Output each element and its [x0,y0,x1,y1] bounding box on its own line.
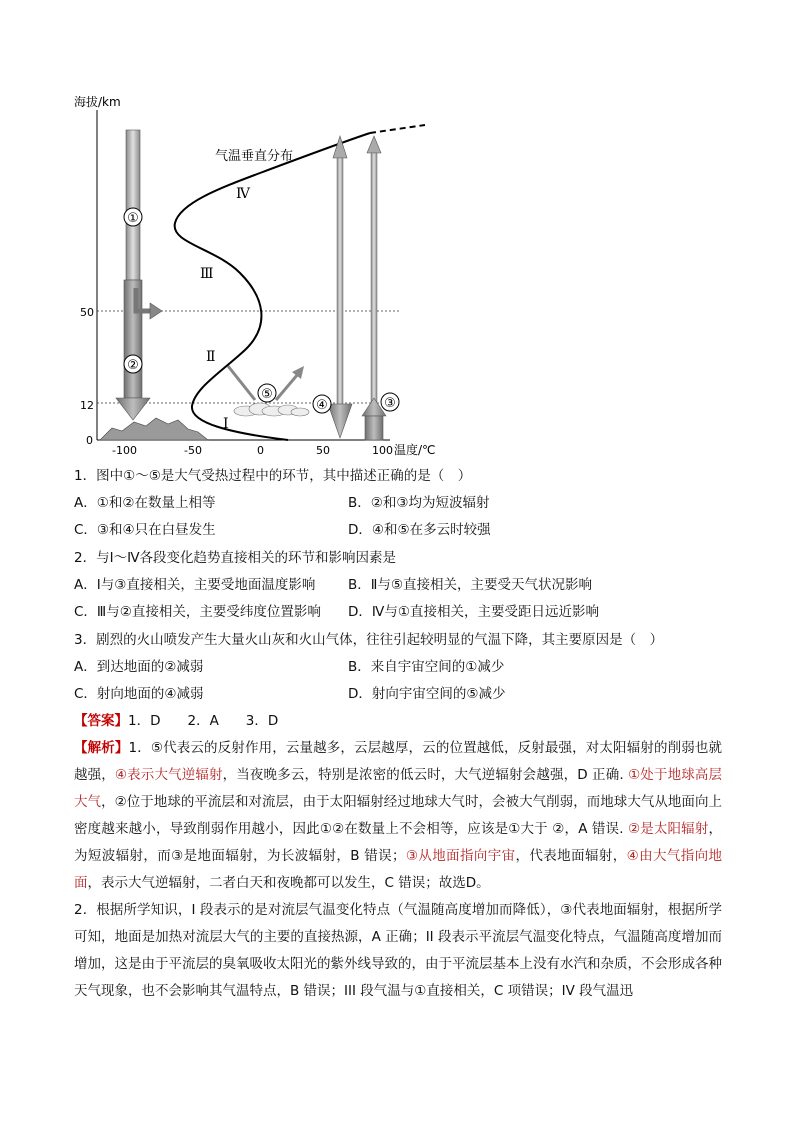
temperature-curve-dashed [370,125,425,133]
arrow-3-shaft [371,153,377,415]
y-tick-0: 0 [86,434,93,447]
arrow-4-shaft [337,158,343,404]
question-1-stem: 1．图中①～⑤是大气受热过程中的环节，其中描述正确的是（ ） [74,468,472,484]
question-3-stem: 3．剧烈的火山喷发产生大量火山灰和火山气体，往往引起较明显的气温下降，其主要原因是（ ） [74,632,664,648]
analysis-p1-segment: ，当夜晚多云，特别是浓密的低云时，大气逆辐射会越强，D 正确. [222,767,629,783]
analysis-block [74,735,722,1005]
analysis-p1-segment: ，代表地面辐射， [515,848,627,864]
answer-tag: 【答案】 [74,713,128,729]
layer-label-iii: Ⅲ [200,266,214,282]
analysis-p1-segment: ④表示大气逆辐射 [114,767,223,783]
arrow-4-tophead [333,136,347,158]
analysis-p1-segment: ，为短波辐射，而③是地面辐射，为长波辐射，B 错误； [74,821,723,864]
arrow-side-branch [136,288,152,311]
y-axis-label: 海拔/km [74,95,121,109]
reflection-out-line [276,374,298,400]
arrow-3-tophead [367,136,381,153]
analysis-p1-segment: ③从地面指向宇宙 [405,848,516,864]
analysis-p2-segment: 2．根据所学知识，I 段表示的是对流层气温变化特点（气温随高度增加而降低），③代表地面辐射，根据所学可知，地面是加热对流层大气的主要的直接热源，A 正确；II 段表示平流层气温变化特点，气温随高度增加而增加，这是由于平流层的臭氧吸收太阳光的紫外线导致的，由于平流层基本上没有水汽和杂质，不会形成各种天气现象，也不会影响其气温特点，B 错误；III 段气温与①直接相关，C 项错误；IV 段气温迅 [74,902,722,999]
answer-line [74,712,278,731]
question-3-option-c: C．射向地面的④减弱 [74,686,204,702]
arrow-1-shaft [126,130,140,280]
marker-1: ① [127,211,139,226]
atmosphere-heating-diagram [60,88,460,460]
x-tick-100: 100 [372,444,393,457]
y-tick-50: 50 [80,306,94,319]
marker-4: ④ [316,398,328,413]
analysis-p1-segment: ①处于地球高层大气 [74,767,722,810]
reflection-in-line [228,366,255,400]
curve-label: 气温垂直分布 [215,149,294,164]
arrow-2-head [116,398,150,420]
answer-text: 1．D 2．A 3．D [128,713,279,729]
question-1-option-d: D．④和⑤在多云时较强 [348,522,491,538]
question-3-option-a: A．到达地面的②减弱 [74,659,204,675]
layer-label-i: Ⅰ [223,416,229,432]
arrow-side-head [150,303,162,319]
arrow-4-head [328,404,352,438]
question-2-option-a: A．Ⅰ与③直接相关，主要受地面温度影响 [74,577,316,593]
question-2-stem: 2．与Ⅰ～Ⅳ各段变化趋势直接相关的环节和影响因素是 [74,550,397,566]
marker-2: ② [127,358,139,373]
analysis-tag: 【解析】 [74,740,129,756]
arrow-2-shaft [124,280,142,398]
layer-label-iv: Ⅳ [236,186,250,202]
analysis-p1-segment: ②是太阳辐射 [627,821,709,837]
x-tick-50: 50 [316,444,330,457]
question-2-option-b: B．Ⅱ与⑤直接相关，主要受天气状况影响 [348,577,593,593]
question-1-option-b: B．②和③均为短波辐射 [348,495,490,511]
cloud-icon [234,403,309,416]
marker-5: ⑤ [261,387,273,402]
analysis-p1-segment: ，②位于地球的平流层和对流层，由于太阳辐射经过地球大气时，会被大气削弱，而地球大气从地面向上密度越来越小，导致削弱作用越小，因此①②在数量上不会相等，应该是①大于 ②，A 错误. [74,794,722,837]
analysis-p1-segment: ，表示大气逆辐射，二者白天和夜晚都可以发生，C 错误；故选D。 [87,875,490,891]
question-3-option-b: B．来自宇宙空间的①减少 [348,659,505,675]
question-2-option-d: D．Ⅳ与①直接相关，主要受距日远近影响 [348,604,599,620]
analysis-p2-content [74,902,722,999]
layer-label-ii: Ⅱ [206,349,216,365]
x-axis-label: 温度/℃ [394,443,436,457]
question-2-option-c: C．Ⅲ与②直接相关，主要受纬度位置影响 [74,604,321,620]
question-3-option-d: D．射向宇宙空间的⑤减少 [348,686,506,702]
analysis-p1-segment: 1．⑤代表云的反射作用，云量越多，云层越厚，云的位置越低，反射最强，对太阳辐射的削弱也就越强， [74,740,722,783]
analysis-p1-content [74,740,722,891]
x-tick-neg100: -100 [112,444,137,457]
mountain-terrain [100,418,208,440]
arrow-3-base [365,416,383,440]
question-1-option-a: A．①和②在数量上相等 [74,495,216,511]
analysis-p1-segment: ④由大气指向地面 [74,848,723,891]
question-1-option-c: C．③和④只在白昼发生 [74,522,216,538]
x-tick-0: 0 [257,444,264,457]
x-tick-neg50: -50 [184,444,202,457]
y-tick-12: 12 [80,399,94,412]
analysis-paragraph-2 [74,897,722,1005]
analysis-paragraph-1 [74,735,722,897]
marker-3: ③ [384,396,396,411]
